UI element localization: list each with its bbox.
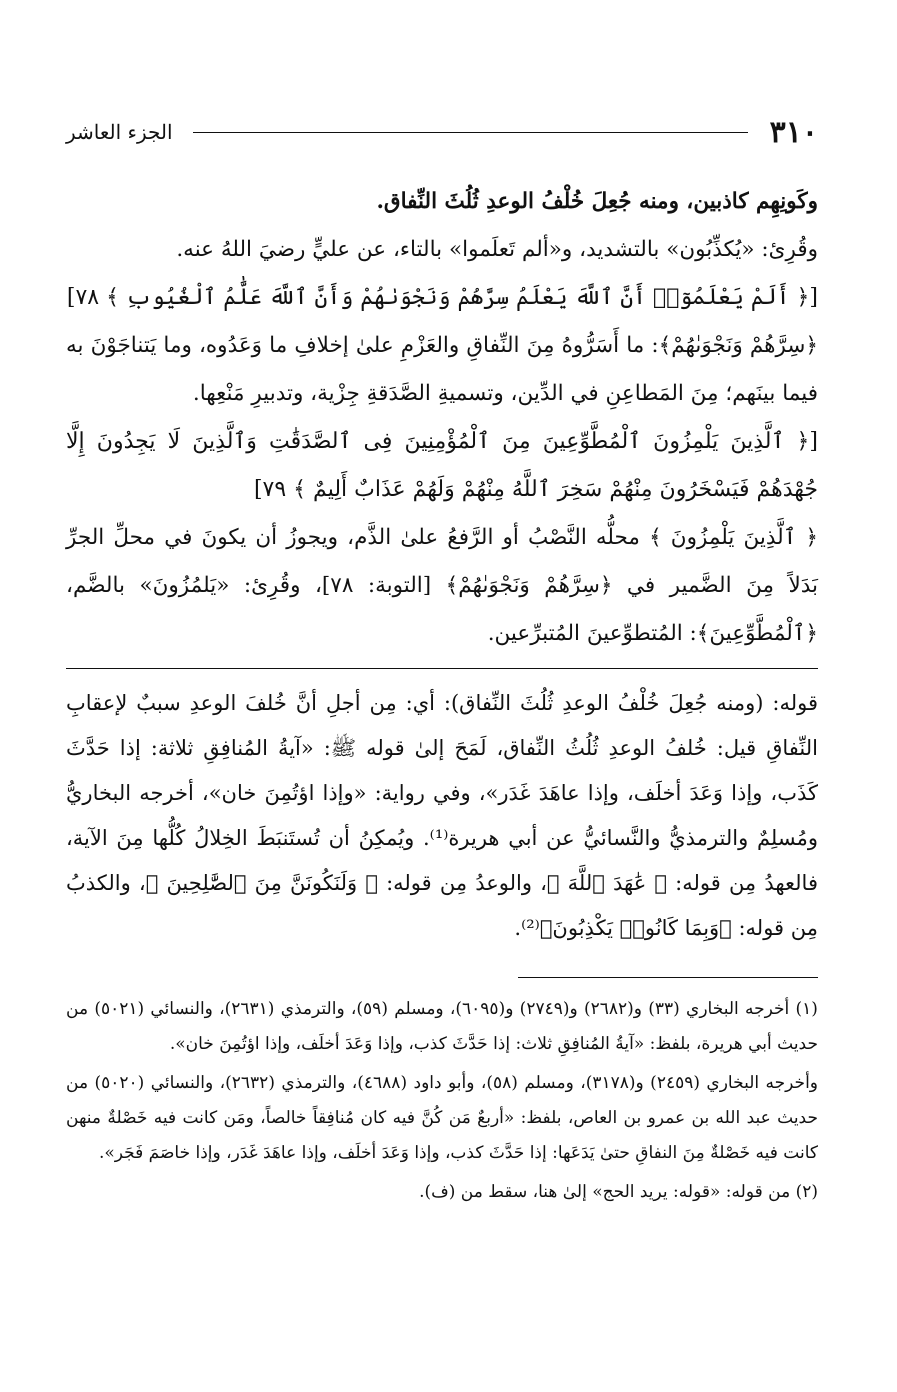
footnote-2: (٢) من قوله: «قوله: يريد الحج» إلىٰ هنا، سقط من (ف). [419,1182,818,1202]
header-rule [193,132,748,133]
footnotes [66,992,818,1210]
main-paragraph-3: ﴿سِرَّهُمْ وَنَجْوَىٰهُمْ﴾: ما أَسَرُّوهُ مِنَ النِّفاقِ والعَزْمِ علىٰ إخلافِ ما وَعَدُوه، وما يَتناجَوْنَ به فيما بينَهم؛ مِنَ المَطاعِنِ في الدِّين، وتسميةِ الصَّدَقةِ جِزْية، وتدبيرِ مَنْعِها. [66,333,818,406]
ayah-78: [﴿ أَلَمْ يَعْلَمُوٓا۟ أَنَّ ٱللَّهَ يَعْلَمُ سِرَّهُمْ وَنَجْوَىٰهُمْ وَأَنَّ ٱللَّهَ عَلَّٰمُ ٱلْغُيُوبِ ﴾ ٧٨] [66,285,818,310]
main-text [66,178,818,658]
page-header [66,112,818,152]
main-paragraph-1: وكَونِهِم كاذبين، ومنه جُعِلَ خُلْفُ الوعدِ ثُلُثَ النِّفاق. [376,189,818,214]
footnote-separator-wrap [66,951,818,992]
main-paragraph-2: وقُرِئ: «يُكذِّبُون» بالتشديد، و«ألم تَعلَموا» بالتاء، عن عليٍّ رضيَ اللهُ عنه. [176,237,818,262]
ayah-79: [﴿ ٱلَّذِينَ يَلْمِزُونَ ٱلْمُطَّوِّعِينَ مِنَ ٱلْمُؤْمِنِينَ فِى ٱلصَّدَقَٰتِ وَٱلَّذِينَ لَا يَجِدُونَ إِلَّا جُهْدَهُمْ فَيَسْخَرُونَ مِنْهُمْ سَخِرَ ٱللَّهُ مِنْهُمْ وَلَهُمْ عَذَابٌ أَلِيمٌ ﴾ ٧٩] [66,429,818,502]
footnote-separator [518,977,818,978]
running-title: الجزء العاشر [66,120,173,144]
main-paragraph-4: ﴿ ٱلَّذِينَ يَلْمِزُونَ ﴾ محلُّه النَّصْبُ أو الرَّفعُ علىٰ الذَّم، ويجوزُ أن يكونَ في محلِّ الجرِّ بَدَلاً مِنَ الضَّمير في ﴿سِرَّهُمْ وَنَجْوَىٰهُمْ﴾ [التوبة: ٧٨]، وقُرِئ: «يَلمُزُونَ» بالضَّم، ﴿ٱلْمُطَّوِّعِينَ﴾: المُتطوِّعينَ المُتبرِّعين. [66,525,818,646]
commentary-paragraph: قوله: (ومنه جُعِلَ خُلْفُ الوعدِ ثُلُثَ النِّفاق): أي: مِن أجلِ أنَّ خُلفَ الوعدِ سببٌ لإعقابِ النِّفاقِ قيل: خُلفُ الوعدِ ثُلُثُ النِّفاق، لَمَحَ إلىٰ قوله ﷺ: «آيةُ المُنافِقِ ثلاثة: إذا حَدَّثَ كَذَب، وإذا وَعَدَ أخلَف، وإذا عاهَدَ غَدَر»، وفي رواية: «وإذا اؤتُمِنَ خان»، أخرجه البخاريُّ ومُسلِمٌ والترمذيُّ والنَّسائيُّ عن أبي هريرة⁽¹⁾. ويُمكِنُ أن تُستَنبَطَ الخِلالُ كُلُّها مِنَ الآية، فالعهدُ مِن قوله: ﴿ عَٰهَدَ ٱللَّهَ ﴾، والوعدُ مِن قوله: ﴿ وَلَنَكُونَنَّ مِنَ ٱلصَّٰلِحِينَ ﴾، والكذبُ مِن قوله: ﴿وَبِمَا كَانُوا۟ يَكْذِبُونَ﴾⁽²⁾. [66,691,818,940]
footnote-1: (١) أخرجه البخاري (٣٣) و(٢٦٨٢) و(٢٧٤٩) و(٦٠٩٥)، ومسلم (٥٩)، والترمذي (٢٦٣١)، والنسائي (٥٠٢١) من حديث أبي هريرة، بلفظ: «آيةُ المُنافِقِ ثلاث: إذا حَدَّثَ كذب، وإذا وَعَدَ أخلَف، وإذا اؤتُمِنَ خان». [66,999,818,1054]
commentary-separator [66,668,818,669]
commentary-text [66,681,818,951]
book-page [66,112,818,1214]
page-number: ٣١٠ [769,114,818,150]
footnote-1-continued: وأخرجه البخاري (٢٤٥٩) و(٣١٧٨)، ومسلم (٥٨)، وأبو داود (٤٦٨٨)، والترمذي (٢٦٣٢)، والنسائي (٥٠٢٠) من حديث عبد الله بن عمرو بن العاص، بلفظ: «أربعٌ مَن كُنَّ فيه كان مُنافِقاً خالصاً، ومَن كانت فيه خَصْلةٌ منهن كانت فيه خَصْلةٌ مِنَ النفاقِ حتىٰ يَدَعَها: إذا حَدَّثَ كذب، وإذا وَعَدَ أخلَف، وإذا عاهَدَ غَدَر، وإذا خاصَمَ فَجَر». [66,1073,818,1163]
